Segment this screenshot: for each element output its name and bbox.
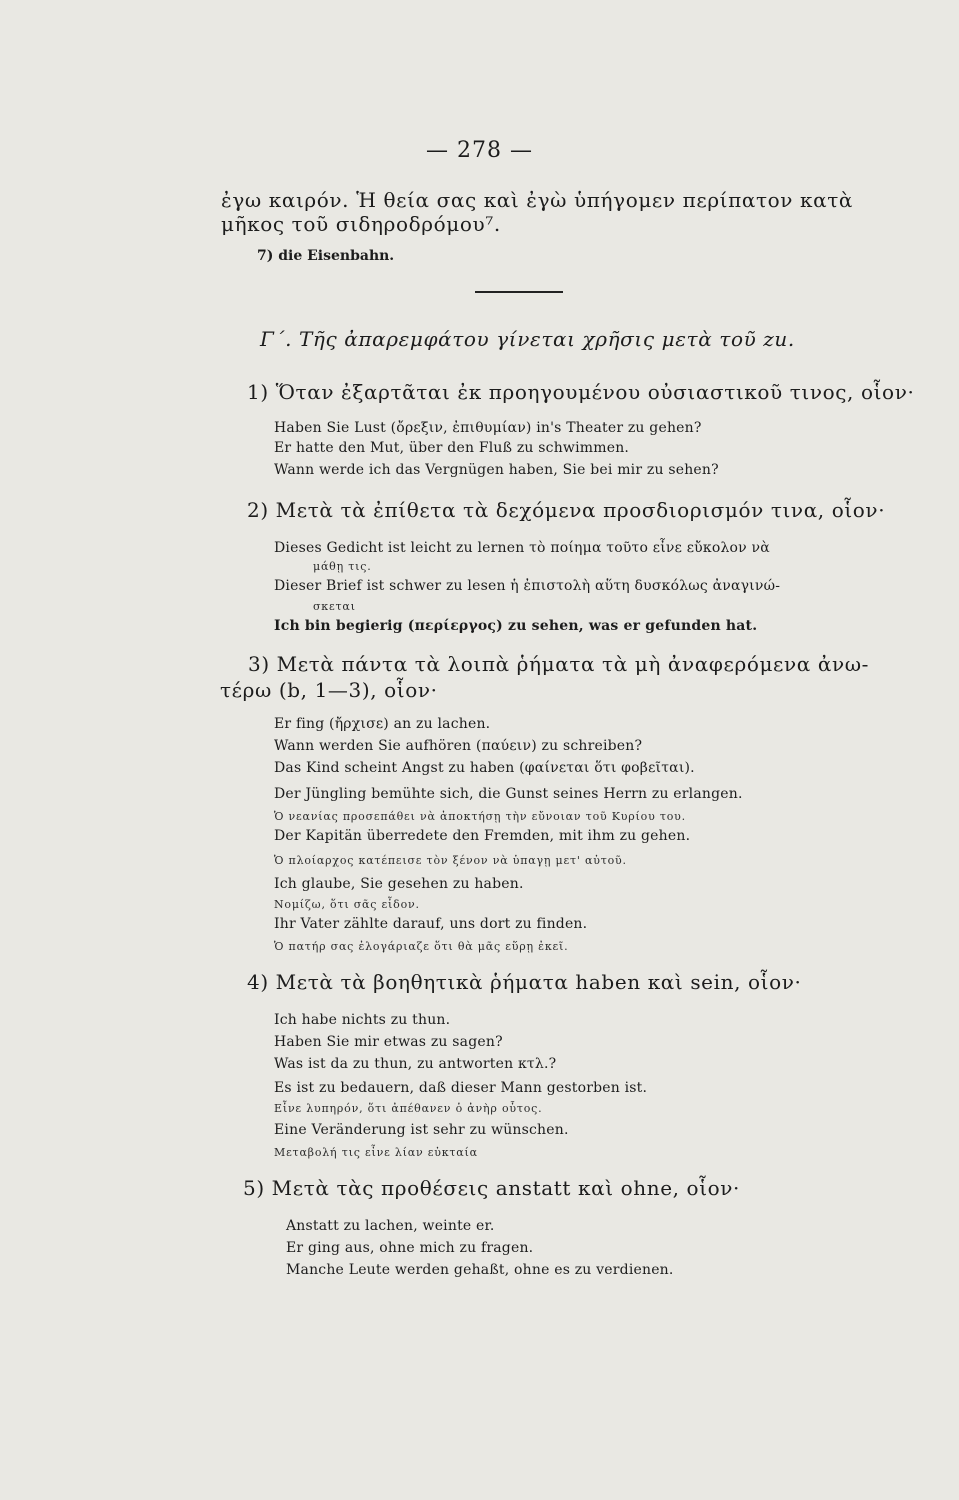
example-line: Es ist zu bedauern, daß dieser Mann gestorben ist. [274,1080,648,1096]
section-3-title-cont: τέρω (b, 1—3), οἷον· [220,678,438,702]
section-3-title: 3) Μετὰ πάντα τὰ λοιπὰ ῥήματα τὰ μὴ ἀναφερόμενα ἀνω- [248,652,869,676]
section-5-title: 5) Μετὰ τὰς προθέσεις anstatt καὶ ohne, οἷον· [243,1176,740,1200]
example-line: Er ging aus, ohne mich zu fragen. [286,1240,534,1256]
example-line: Er hatte den Mut, über den Fluß zu schwimmen. [274,440,630,456]
example-line: Der Jüngling bemühte sich, die Gunst seines Herrn zu erlangen. [274,786,743,802]
example-line: Ὁ νεανίας προσεπάθει νὰ ἀποκτήσῃ τὴν εὔνοιαν τοῦ Κυρίου του. [274,810,686,823]
example-line: Was ist da zu thun, zu antworten κτλ.? [274,1056,557,1072]
footnote: 7) die Eisenbahn. [257,248,395,264]
example-line: Ὁ πατήρ σας ἐλογάριαζε ὅτι θὰ μᾶς εὕρῃ ἐκεῖ. [274,940,569,953]
example-line: Haben Sie Lust (ὄρεξιν, ἐπιθυμίαν) in's Theater zu gehen? [274,420,702,436]
example-line: Ihr Vater zählte darauf, uns dort zu finden. [274,916,588,932]
example-line: Haben Sie mir etwas zu sagen? [274,1034,503,1050]
example-line: Wann werde ich das Vergnügen haben, Sie bei mir zu sehen? [274,462,719,478]
example-line: Das Kind scheint Angst zu haben (φαίνεται ὅτι φοβεῖται). [274,760,695,776]
example-line: Anstatt zu lachen, weinte er. [286,1218,495,1234]
intro-line-2: μῆκος τοῦ σιδηροδρόμου⁷. [221,212,501,236]
example-line: Der Kapitän überredete den Fremden, mit ihm zu gehen. [274,828,691,844]
example-line: Er fing (ἤρχισε) an zu lachen. [274,716,491,732]
section-heading: Γ΄. Τῆς ἀπαρεμφάτου γίνεται χρῆσις μετὰ τοῦ zu. [260,327,795,351]
example-line: Νομίζω, ὅτι σᾶς εἶδον. [274,898,420,911]
section-4-title: 4) Μετὰ τὰ βοηθητικὰ ῥήματα haben καὶ sein, οἷον· [247,970,802,994]
example-line: σκεται [313,600,356,613]
example-line: Εἶνε λυπηρόν, ὅτι ἀπέθανεν ὁ ἀνὴρ οὗτος. [274,1102,543,1115]
section-2-title: 2) Μετὰ τὰ ἐπίθετα τὰ δεχόμενα προσδιορισμόν τινα, οἷον· [247,498,886,522]
divider-rule [475,291,563,293]
example-line: Wann werden Sie aufhören (παύειν) zu schreiben? [274,738,643,754]
example-line: Μεταβολή τις εἶνε λίαν εὐκταία [274,1146,478,1159]
example-line: μάθῃ τις. [313,560,372,573]
page-number: — 278 — [426,138,533,163]
example-line: Ich glaube, Sie gesehen zu haben. [274,876,524,892]
intro-line-1: ἐγω καιρόν. Ἡ θεία σας καὶ ἐγὼ ὑπήγομεν περίπατον κατὰ [221,188,853,212]
example-line: Ich habe nichts zu thun. [274,1012,451,1028]
example-line: Ὁ πλοίαρχος κατέπεισε τὸν ξένον νὰ ὑπαγῃ μετ' αὐτοῦ. [274,854,627,867]
section-1-title: 1) Ὅταν ἐξαρτᾶται ἐκ προηγουμένου οὐσιαστικοῦ τινος, οἷον· [247,380,915,404]
example-line: Dieses Gedicht ist leicht zu lernen τὸ ποίημα τοῦτο εἶνε εὔκολον νὰ [274,540,770,556]
example-line: Manche Leute werden gehaßt, ohne es zu verdienen. [286,1262,674,1278]
example-line: Ich bin begierig (περίεργος) zu sehen, was er gefunden hat. [274,618,758,634]
example-line: Eine Veränderung ist sehr zu wünschen. [274,1122,569,1138]
example-line: Dieser Brief ist schwer zu lesen ἡ ἐπιστολὴ αὕτη δυσκόλως ἀναγινώ- [274,578,781,594]
